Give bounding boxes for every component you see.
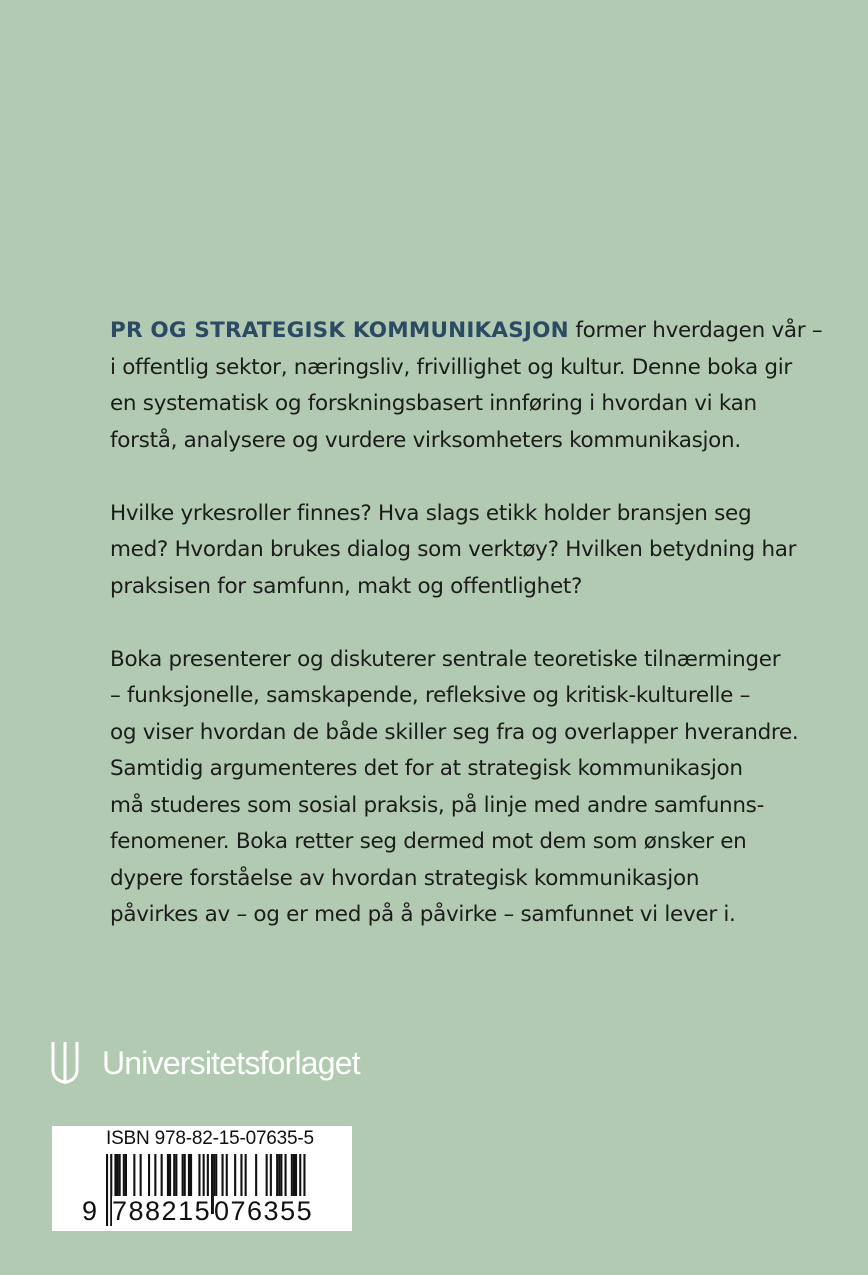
barcode-digits-left: 788215 <box>112 1196 212 1226</box>
blurb-text: påvirkes av – og er med på å påvirke – samfunnet vi lever i. <box>110 902 736 927</box>
barcode-bar <box>211 1154 213 1214</box>
blurb-text: en systematisk og forskningsbasert innføring i hvordan vi kan <box>110 391 757 416</box>
blurb-text: Boka presenterer og diskuterer sentrale teoretiske tilnærminger <box>110 646 781 672</box>
publisher-logo <box>50 1038 360 1088</box>
barcode-digit-lead: 9 <box>82 1196 98 1226</box>
blurb-text: dypere forståelse av hvordan strategisk kommunikasjon <box>110 865 700 891</box>
isbn-label: ISBN 978-82-15-07635-5 <box>106 1128 314 1149</box>
publisher-logo-icon <box>50 1040 80 1086</box>
publisher-name: Universitetsforlaget <box>102 1044 360 1081</box>
blurb-text: – funksjonelle, samskapende, refleksive og kritisk-kulturelle – <box>110 683 751 708</box>
isbn-barcode <box>52 1126 352 1231</box>
blurb-text: praksisen for samfunn, makt og offentlighet? <box>110 573 583 599</box>
blurb-line <box>110 313 823 350</box>
blurb-text: forstå, analysere og vurdere virksomheters kommunikasjon. <box>110 427 741 453</box>
blurb-text: former hverdagen vår – <box>568 318 823 343</box>
blurb-text: i offentlig sektor, næringsliv, frivillighet og kultur. Denne boka gir <box>110 354 792 380</box>
barcode-digits-right: 076355 <box>214 1196 314 1226</box>
barcode-bar <box>106 1154 108 1226</box>
blurb-lead-title: PR OG STRATEGISK KOMMUNIKASJON <box>110 318 569 343</box>
blurb-text: med? Hvordan brukes dialog som verktøy? Hvilken betydning har <box>110 537 797 562</box>
blurb-text: og viser hvordan de både skiller seg fra og overlapper hverandre. <box>110 719 799 745</box>
blurb-text: fenomener. Boka retter seg dermed mot dem som ønsker en <box>110 829 747 854</box>
blurb-text: Hvilke yrkesroller finnes? Hva slags etikk holder bransjen seg <box>110 500 752 526</box>
blurb-text: Samtidig argumenteres det for at strategisk kommunikasjon <box>110 756 743 781</box>
back-cover-blurb <box>110 313 823 934</box>
blurb-text: må studeres som sosial praksis, på linje med andre samfunns- <box>110 792 765 818</box>
